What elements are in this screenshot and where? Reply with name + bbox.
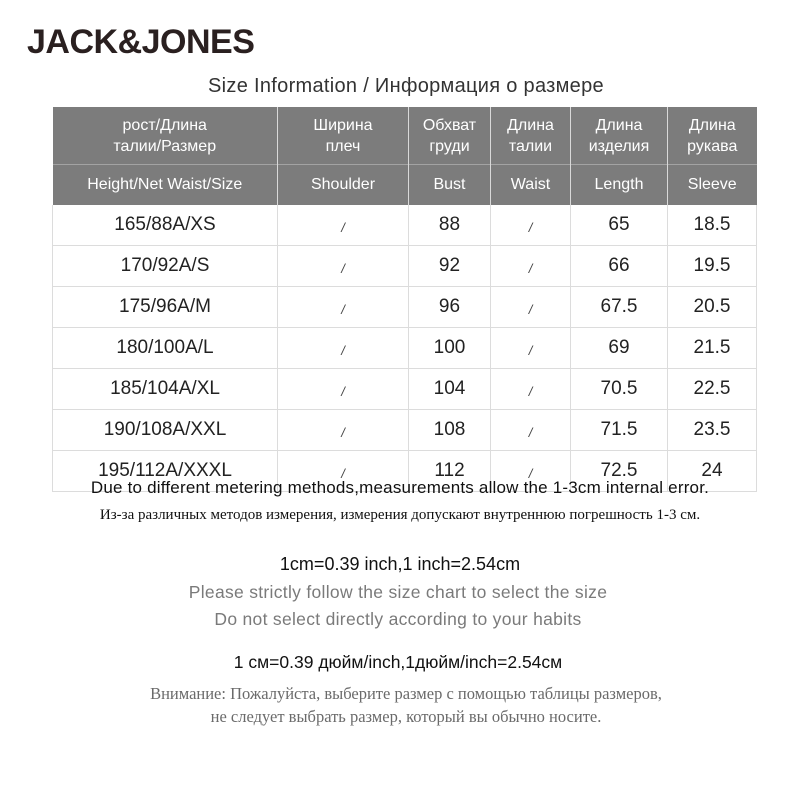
cell-bust: 88 bbox=[409, 205, 491, 246]
brand-logo: JACK&JONES bbox=[27, 23, 255, 61]
cell-waist: / bbox=[491, 205, 571, 246]
cell-length: 66 bbox=[571, 246, 668, 287]
cell-bust: 92 bbox=[409, 246, 491, 287]
size-advice-line-1: Please strictly follow the size chart to select the size bbox=[188, 582, 608, 602]
header-en-bust: Bust bbox=[409, 165, 491, 206]
cell-size: 165/88A/XS bbox=[53, 205, 278, 246]
cell-sleeve: 22.5 bbox=[668, 369, 757, 410]
cell-size: 195/112A/XXXL bbox=[53, 451, 278, 492]
measurement-error-note-en: Due to different metering methods,measurements allow the 1-3cm internal error. bbox=[90, 478, 710, 497]
header-en-waist: Waist bbox=[491, 165, 571, 206]
cell-sleeve: 20.5 bbox=[668, 287, 757, 328]
table-row bbox=[53, 246, 757, 287]
header-en-height-waist-size: Height/Net Waist/Size bbox=[53, 165, 278, 206]
cell-sleeve: 23.5 bbox=[668, 410, 757, 451]
cell-waist: / bbox=[491, 287, 571, 328]
header-ru-sleeve: Длина рукава bbox=[668, 107, 757, 165]
cell-waist: / bbox=[491, 369, 571, 410]
cell-length: 70.5 bbox=[571, 369, 668, 410]
cell-shoulder: / bbox=[278, 287, 409, 328]
unit-conversion-ru: 1 см=0.39 дюйм/inch,1дюйм/inch=2.54см bbox=[233, 652, 563, 672]
cell-size: 190/108A/XXL bbox=[53, 410, 278, 451]
header-ru-length: Длина изделия bbox=[571, 107, 668, 165]
cell-length: 71.5 bbox=[571, 410, 668, 451]
cell-waist: / bbox=[491, 246, 571, 287]
header-en-shoulder: Shoulder bbox=[278, 165, 409, 206]
table-row bbox=[53, 369, 757, 410]
cell-shoulder: / bbox=[278, 410, 409, 451]
cell-length: 69 bbox=[571, 328, 668, 369]
header-row-ru bbox=[53, 107, 757, 165]
header-ru-shoulder: Ширина плеч bbox=[278, 107, 409, 165]
cell-size: 180/100A/L bbox=[53, 328, 278, 369]
size-table bbox=[52, 107, 757, 492]
cell-sleeve: 21.5 bbox=[668, 328, 757, 369]
cell-shoulder: / bbox=[278, 246, 409, 287]
table-row bbox=[53, 410, 757, 451]
unit-conversion-en: 1cm=0.39 inch,1 inch=2.54cm bbox=[279, 554, 521, 574]
page-title: Size Information / Информация о размере bbox=[208, 75, 604, 97]
table-row bbox=[53, 205, 757, 246]
cell-size: 185/104A/XL bbox=[53, 369, 278, 410]
header-ru-waist: Длина талии bbox=[491, 107, 571, 165]
header-en-length: Length bbox=[571, 165, 668, 206]
size-advice-line-2: Do not select directly according to your habits bbox=[214, 609, 582, 629]
cell-bust: 96 bbox=[409, 287, 491, 328]
cell-bust: 104 bbox=[409, 369, 491, 410]
measurement-error-note-ru: Из-за различных методов измерения, измерения допускают внутреннюю погрешность 1-3 см. bbox=[99, 507, 701, 523]
header-en-sleeve: Sleeve bbox=[668, 165, 757, 206]
cell-sleeve: 24 bbox=[668, 451, 757, 492]
cell-shoulder: / bbox=[278, 369, 409, 410]
cell-size: 175/96A/M bbox=[53, 287, 278, 328]
cell-bust: 112 bbox=[409, 451, 491, 492]
cell-size: 170/92A/S bbox=[53, 246, 278, 287]
cell-sleeve: 19.5 bbox=[668, 246, 757, 287]
cell-shoulder: / bbox=[278, 328, 409, 369]
size-advice-ru-line-1: Внимание: Пожалуйста, выберите размер с помощью таблицы размеров, bbox=[150, 684, 662, 703]
size-table-body bbox=[53, 205, 757, 492]
cell-shoulder: / bbox=[278, 205, 409, 246]
cell-waist: / bbox=[491, 451, 571, 492]
header-row-en bbox=[53, 165, 757, 206]
cell-waist: / bbox=[491, 328, 571, 369]
cell-sleeve: 18.5 bbox=[668, 205, 757, 246]
cell-waist: / bbox=[491, 410, 571, 451]
cell-length: 67.5 bbox=[571, 287, 668, 328]
header-ru-bust: Обхват груди bbox=[409, 107, 491, 165]
cell-bust: 100 bbox=[409, 328, 491, 369]
table-row bbox=[53, 287, 757, 328]
header-ru-height-waist-size: рост/Длина талии/Размер bbox=[53, 107, 278, 165]
size-advice-ru-line-2: не следует выбрать размер, который вы обычно носите. bbox=[210, 707, 602, 726]
cell-bust: 108 bbox=[409, 410, 491, 451]
cell-length: 72.5 bbox=[571, 451, 668, 492]
cell-length: 65 bbox=[571, 205, 668, 246]
table-row bbox=[53, 328, 757, 369]
cell-shoulder: / bbox=[278, 451, 409, 492]
